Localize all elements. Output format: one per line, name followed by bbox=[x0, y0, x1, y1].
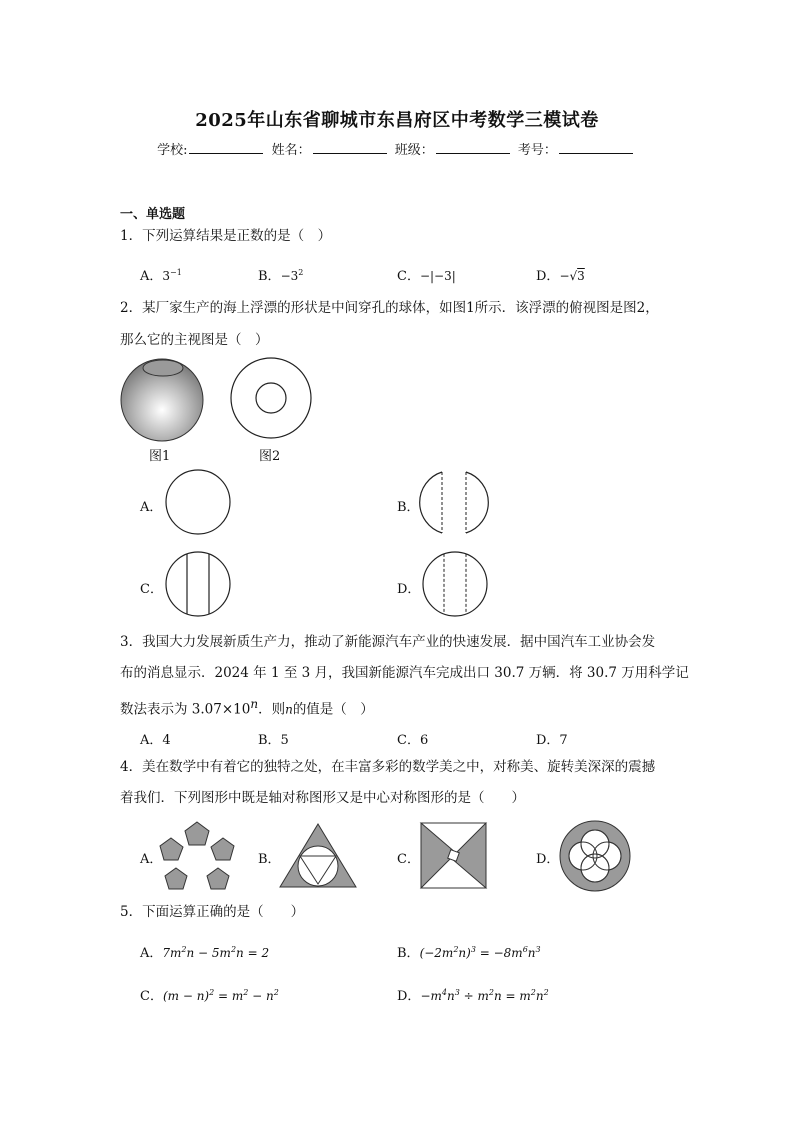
q2-option-d-figure[interactable] bbox=[420, 552, 492, 618]
question-3-line1: 3．我国大力发展新质生产力，推动了新能源汽车产业的快速发展．据中国汽车工业协会发 bbox=[120, 634, 656, 650]
q1-option-d-expr: −√3 bbox=[559, 269, 585, 283]
q1-option-b-label: B． bbox=[258, 269, 281, 284]
class-label: 班级： bbox=[394, 143, 434, 158]
question-4-line2: 着我们．下列图形中既是轴对称图形又是中心对称图形的是（ ） bbox=[120, 790, 525, 806]
q2-option-c-label[interactable]: C． bbox=[140, 582, 163, 597]
figure-2-caption: 图2 bbox=[259, 449, 281, 464]
q4-option-d-label[interactable]: D． bbox=[536, 852, 560, 867]
question-3-line3-mid: ．则 bbox=[258, 701, 286, 718]
q5-option-d-expr: $-m^4n^3 \div m^2n = m^2n^2$ bbox=[420, 988, 549, 1003]
q4-option-a-pentagons[interactable] bbox=[161, 820, 239, 892]
q5-option-a-expr: $7m^2n - 5m^2n = 2$ bbox=[162, 945, 270, 960]
q1-option-c[interactable] bbox=[397, 265, 456, 284]
q5-option-c[interactable] bbox=[140, 985, 279, 1004]
school-blank[interactable] bbox=[189, 141, 263, 154]
exam-no-label: 考号： bbox=[517, 143, 557, 158]
q4-option-d-circle-pattern[interactable] bbox=[558, 820, 634, 892]
figure-2-top-view bbox=[228, 356, 318, 446]
q1-option-b[interactable] bbox=[258, 265, 303, 284]
figure-1-sphere bbox=[118, 356, 208, 446]
question-5-stem: 5．下面运算正确的是（ ） bbox=[120, 904, 305, 920]
q5-option-c-label: C． bbox=[140, 989, 163, 1004]
name-label: 姓名： bbox=[271, 143, 311, 158]
q1-option-b-expr: $-3^2$ bbox=[280, 268, 304, 283]
q5-option-a-label: A． bbox=[140, 946, 163, 961]
q3-option-d[interactable]: D．7 bbox=[536, 733, 568, 748]
question-3-line3-end: 的值是（ ） bbox=[292, 701, 374, 718]
question-4-line1: 4．美在数学中有着它的独特之处，在丰富多彩的数学美之中，对称美、旋转美深深的震撼 bbox=[120, 759, 656, 775]
q1-option-c-label: C． bbox=[397, 269, 420, 284]
question-2-line2: 那么它的主视图是（ ） bbox=[120, 332, 269, 348]
q4-option-b-triangle[interactable] bbox=[280, 822, 360, 890]
q1-option-d[interactable] bbox=[536, 265, 585, 284]
q1-option-d-label: D． bbox=[536, 269, 560, 284]
student-info-line bbox=[0, 139, 794, 158]
q4-option-a-label[interactable]: A． bbox=[140, 852, 163, 867]
q3-option-c[interactable]: C．6 bbox=[397, 733, 429, 748]
q5-option-d[interactable] bbox=[397, 985, 549, 1004]
class-blank[interactable] bbox=[436, 141, 510, 154]
q1-option-a-label: A． bbox=[140, 269, 163, 284]
q5-option-b-expr: $(-2m^2n)^3 = -8m^6n^3$ bbox=[419, 945, 541, 960]
figure-1-caption: 图1 bbox=[149, 449, 171, 464]
q5-option-c-expr: $(m - n)^2 = m^2 - n^2$ bbox=[162, 988, 279, 1003]
q2-option-b-figure[interactable] bbox=[420, 470, 492, 536]
q2-option-b-label[interactable]: B． bbox=[397, 500, 420, 515]
question-3-line2: 布的消息显示．2024 年 1 至 3 月，我国新能源汽车完成出口 30.7 万辆．将 30.7 万用科学记 bbox=[120, 665, 689, 681]
question-3-line3-start: 数法表示为 3.07×10 bbox=[120, 701, 251, 718]
q2-option-c-figure[interactable] bbox=[163, 552, 235, 618]
q2-option-d-label[interactable]: D． bbox=[397, 582, 421, 597]
q4-option-c-label[interactable]: C． bbox=[397, 852, 420, 867]
question-1-stem: 1．下列运算结果是正数的是（ ） bbox=[120, 228, 332, 244]
q5-option-b-label: B． bbox=[397, 946, 420, 961]
q2-option-a-label[interactable]: A． bbox=[140, 500, 163, 515]
question-3-line3 bbox=[120, 698, 374, 717]
school-label: 学校: bbox=[157, 143, 188, 158]
question-2-line1: 2．某厂家生产的海上浮漂的形状是中间穿孔的球体，如图1所示．该浮漂的俯视图是图2， bbox=[120, 300, 659, 316]
q3-option-b[interactable]: B．5 bbox=[258, 733, 289, 748]
q3-option-a[interactable]: A．4 bbox=[140, 733, 171, 748]
q4-option-c-pinwheel-square[interactable] bbox=[420, 822, 488, 890]
q2-option-a-figure[interactable] bbox=[163, 470, 235, 536]
section-heading: 一、单选题 bbox=[120, 207, 186, 222]
q1-option-c-expr: −|−3| bbox=[419, 269, 456, 283]
q5-option-d-label: D． bbox=[397, 989, 421, 1004]
q4-option-b-label[interactable]: B． bbox=[258, 852, 281, 867]
q1-option-a[interactable] bbox=[140, 265, 182, 284]
q5-option-b[interactable] bbox=[397, 942, 541, 961]
question-3-exponent: n bbox=[250, 697, 259, 711]
q1-option-a-expr: $3^{-1}$ bbox=[162, 268, 182, 283]
page-title: 2025年山东省聊城市东昌府区中考数学三模试卷 bbox=[195, 110, 599, 131]
exam-no-blank[interactable] bbox=[559, 141, 633, 154]
name-blank[interactable] bbox=[313, 141, 387, 154]
question-3-variable: n bbox=[285, 702, 293, 717]
q5-option-a[interactable] bbox=[140, 942, 269, 961]
